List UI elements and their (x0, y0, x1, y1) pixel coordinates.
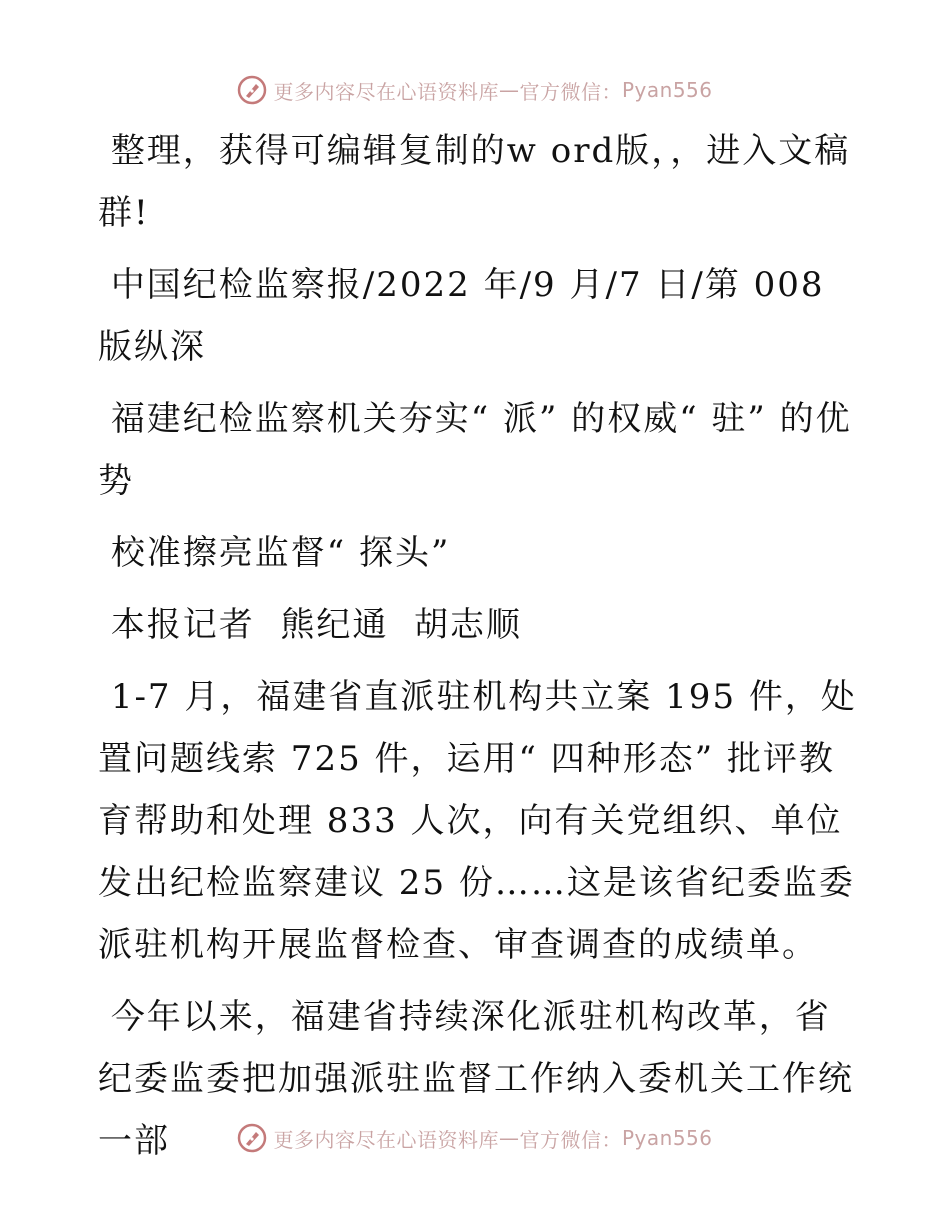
header-watermark (0, 70, 950, 110)
paragraph-intro: 整理，获得可编辑复制的w ord版，，进入文稿群! (98, 131, 851, 233)
paragraph-body-2: 今年以来，福建省持续深化派驻机构改革，省纪委监委把加强派驻监督工作纳入委机关工作统一部 (98, 997, 854, 1161)
watermark-text: 更多内容尽在心语资料库 (273, 79, 499, 104)
paragraph-byline: 本报记者 熊纪通 胡志顺 (98, 605, 523, 645)
paragraph-body-1: 1-7 月，福建省直派驻机构共立案 195 件，处置问题线索 725 件，运用“ 四种形态” 批评教育帮助和处理 833 人次，向有关党组织、单位发出纪检监察建议 25 份……这是该省纪委监委派驻机构开展监督检查、审查调查的成绩单。 (98, 677, 857, 965)
paragraph-subheadline: 校准擦亮监督“ 探头” (98, 533, 451, 573)
pen-nib-logo-icon (237, 75, 267, 105)
watermark-text: 更多内容尽在心语资料库 (273, 1127, 499, 1152)
pen-nib-logo-icon (237, 1123, 267, 1153)
watermark-separator: — (498, 78, 520, 102)
footer-watermark (0, 1118, 950, 1158)
watermark-separator: — (498, 1126, 520, 1150)
paragraph-headline: 福建纪检监察机关夯实“ 派” 的权威“ 驻” 的优势 (98, 399, 852, 501)
watermark-wechat-label: 官方微信： (519, 1127, 622, 1152)
watermark-wechat-label: 官方微信： (519, 79, 622, 104)
paragraph-source: 中国纪检监察报/2022 年/9 月/7 日/第 008 版纵深 (98, 265, 838, 367)
watermark-wechat-id: Pyan556 (621, 1126, 713, 1150)
document-body (98, 120, 858, 1182)
watermark-wechat-id: Pyan556 (621, 78, 713, 102)
